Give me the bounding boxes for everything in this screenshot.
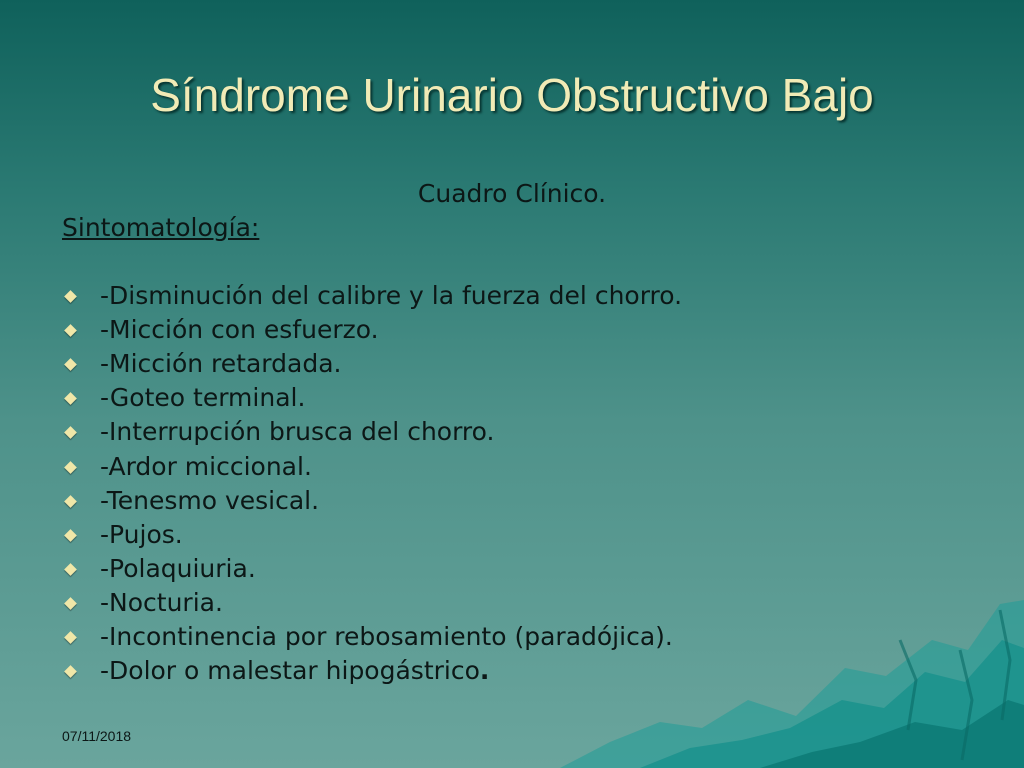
bullet-text: -Micción con esfuerzo. [100,315,379,345]
bullet-text: -Incontinencia por rebosamiento (paradójica). [100,622,673,651]
bullet-text: -Disminución del calibre y la fuerza del chorro. [100,281,683,310]
slide-date: 07/11/2018 [62,728,132,744]
bullet-text: -Micción retardada. [100,349,342,379]
bullet-text: -Ardor miccional. [100,451,312,481]
slide-title: Síndrome Urinario Obstructivo Bajo [150,69,874,121]
section-heading: Sintomatología: [62,213,260,242]
bullet-text: -Interrupción brusca del chorro. [100,417,495,447]
bullet-text: -Goteo terminal. [100,383,306,413]
bullet-text: -Tenesmo vesical. [100,485,320,515]
bullet-text: -Nocturia. [100,587,223,617]
bullet-text: -Dolor o malestar hipogástrico. [100,656,490,686]
slide-subtitle: Cuadro Clínico. [417,179,607,208]
bullet-text: -Pujos. [100,519,183,549]
bullet-text: -Polaquiuria. [100,553,256,583]
